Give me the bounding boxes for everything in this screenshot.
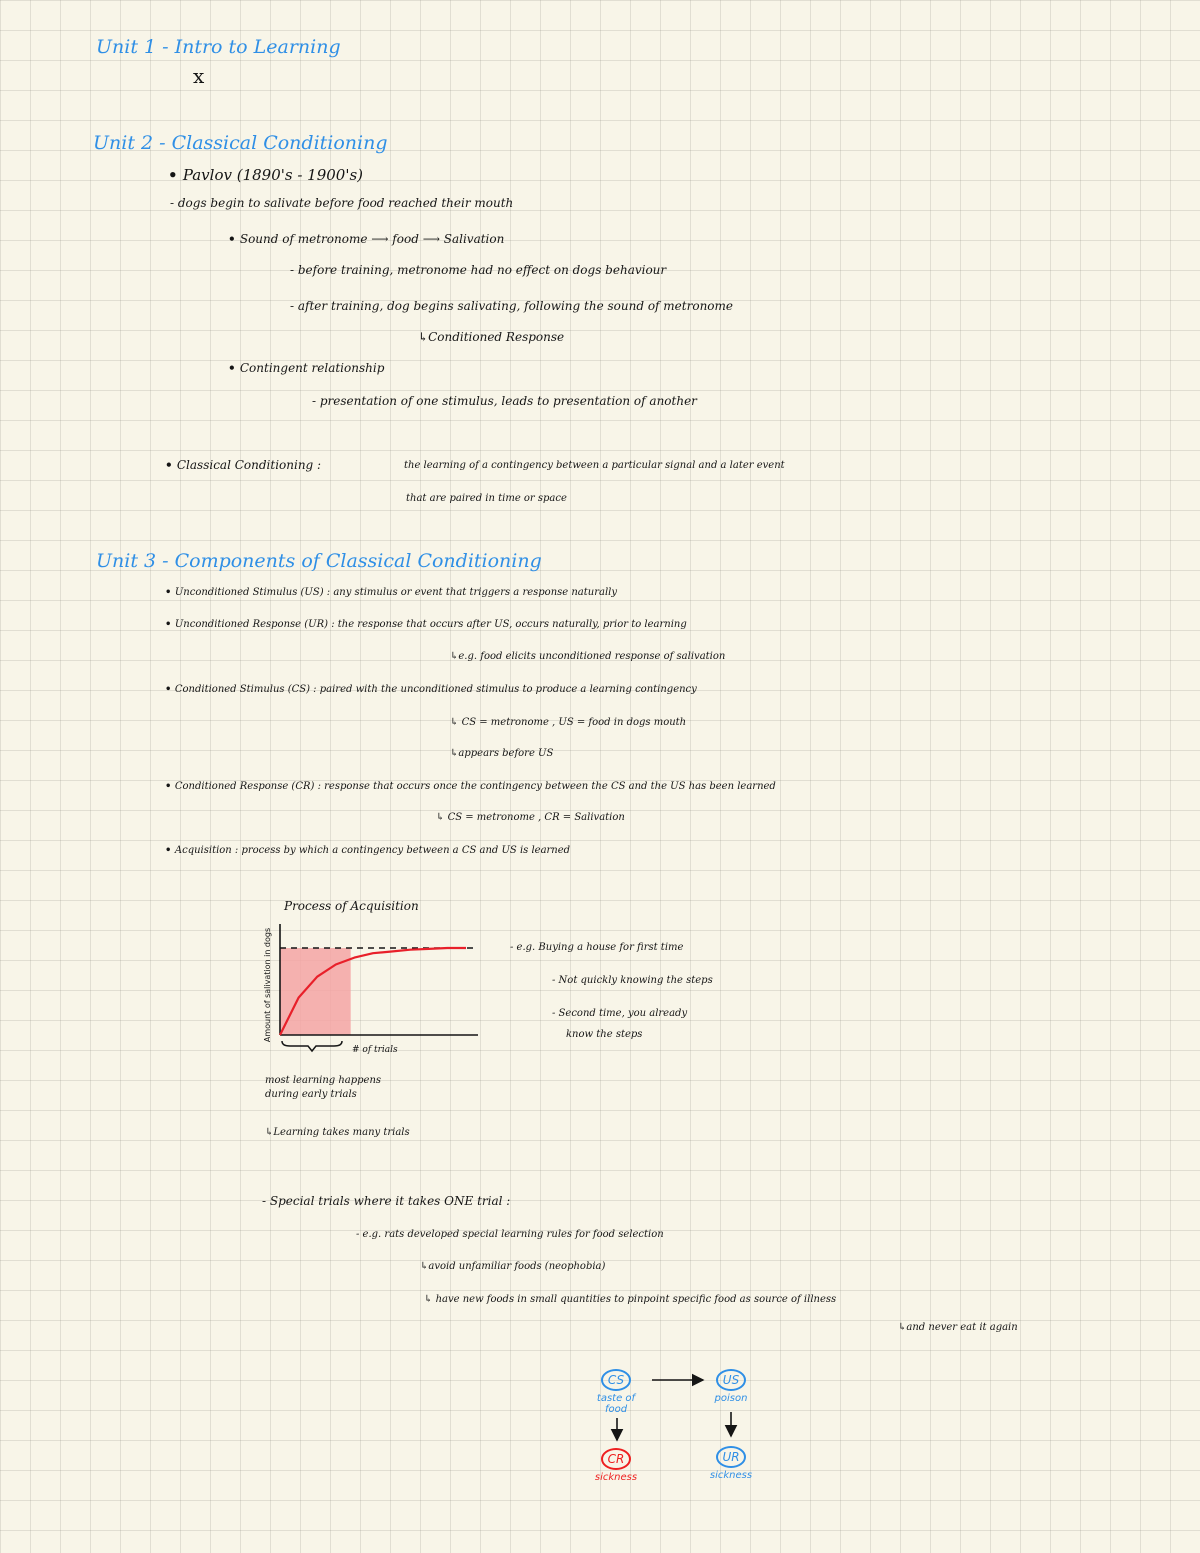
cs-node: CS [601, 1369, 631, 1391]
special-example: - e.g. rats developed special learning rules for food selection [356, 1229, 664, 1240]
arrow-right-icon: ⟶ [422, 232, 444, 246]
ur-node: UR [716, 1446, 746, 1468]
small-text: have new foods in small quantities to pinpoint specific food as source of illness [435, 1294, 837, 1305]
us-line: • Unconditioned Stimulus (US) : any stimulus or event that triggers a response naturally [165, 587, 618, 598]
chart-example-3: know the steps [566, 1029, 643, 1040]
unit3-heading: Unit 3 - Components of Classical Conditioning [96, 550, 542, 572]
special-title: - Special trials where it takes ONE trial : [262, 1194, 511, 1208]
us-node-label: poison [714, 1393, 748, 1404]
chain-food: food [392, 232, 419, 246]
cr-line: • Conditioned Response (CR) : response that occurs once the contingency between the CS and the US has been learned [165, 781, 776, 792]
avoid-text: avoid unfamiliar foods (neophobia) [428, 1261, 606, 1272]
cc-definition-2: that are paired in time or space [406, 493, 567, 504]
acquisition-line: • Acquisition : process by which a contingency between a CS and US is learned [165, 845, 571, 856]
chain-salivation: Salivation [443, 232, 505, 246]
after-training: - after training, dog begins salivating, following the sound of metronome [290, 299, 734, 313]
unit1-heading: Unit 1 - Intro to Learning [96, 36, 341, 58]
corner-arrow-icon: ↳ [424, 1294, 436, 1305]
cross-mark: x [193, 64, 205, 88]
contingent-text: Contingent relationship [239, 361, 385, 375]
chart-example-1: - Not quickly knowing the steps [552, 975, 713, 986]
never-text: and never eat it again [906, 1322, 1018, 1333]
ur-line: • Unconditioned Response (UR) : the response that occurs after US, occurs naturally, prior to learning [165, 619, 687, 630]
many-trials-text: Learning takes many trials [273, 1127, 410, 1138]
before-training: - before training, metronome had no effect on dogs behaviour [290, 263, 667, 277]
ur-node-label: sickness [709, 1470, 753, 1481]
unit2-heading: Unit 2 - Classical Conditioning [93, 132, 388, 154]
chart-example: - e.g. Buying a house for first time [510, 942, 684, 953]
corner-arrow-icon: ↳ [450, 748, 459, 759]
brace-note: most learning happens during early trials [265, 1075, 382, 1100]
corner-arrow-icon: ↳ [436, 812, 448, 823]
cs-example-text: CS = metronome , US = food in dogs mouth [461, 717, 687, 728]
cr-node: CR [601, 1448, 631, 1470]
corner-arrow-icon: ↳ [265, 1127, 274, 1138]
corner-arrow-icon: ↳ [450, 651, 459, 662]
chart-title: Process of Acquisition [284, 899, 419, 913]
chain-sound: Sound of metronome [239, 232, 368, 246]
presentation-line: - presentation of one stimulus, leads to presentation of another [312, 394, 697, 408]
cr-line-text: Conditioned Response (CR) : response that occurs once the contingency between the CS and the US has been learned [174, 781, 776, 792]
cc-definition-1: the learning of a contingency between a particular signal and a later event [404, 460, 785, 471]
us-node: US [716, 1369, 746, 1391]
corner-arrow-icon: ↳ [898, 1322, 907, 1333]
chart-x-axis-label: # of trials [352, 1045, 398, 1055]
ur-example-text: e.g. food elicits unconditioned response of salivation [458, 651, 726, 662]
arrow-right-icon: ⟶ [371, 232, 393, 246]
sound-chain: • Sound of metronome ⟶ food ⟶ Salivation [228, 232, 505, 246]
cr-node-label: sickness [594, 1472, 638, 1483]
cs-before-text: appears before US [458, 748, 554, 759]
cr-example-text: CS = metronome , CR = Salivation [447, 812, 625, 823]
corner-arrow-icon: ↳ [450, 717, 462, 728]
cs-node-label: taste of food [596, 1393, 636, 1415]
corner-arrow-icon: ↳ [418, 330, 429, 344]
pavlov-line: • Pavlov (1890's - 1900's) [168, 166, 364, 184]
cc-term: • Classical Conditioning : [165, 458, 322, 472]
contingent-line: • Contingent relationship [228, 361, 385, 375]
cs-line: • Conditioned Stimulus (CS) : paired with the unconditioned stimulus to produce a learning contingency [165, 684, 697, 695]
ur-text: Unconditioned Response (UR) : the response that occurs after US, occurs naturally, prior to learning [174, 619, 687, 630]
cr-text: Conditioned Response [428, 330, 565, 344]
pavlov-text: Pavlov (1890's - 1900's) [182, 166, 364, 184]
us-text: Unconditioned Stimulus (US) : any stimulus or event that triggers a response naturally [174, 587, 618, 598]
chart-example-2: - Second time, you already [552, 1008, 688, 1019]
corner-arrow-icon: ↳ [420, 1261, 429, 1272]
cc-term-text: Classical Conditioning : [176, 458, 322, 472]
dogs-line: - dogs begin to salivate before food reached their mouth [170, 196, 514, 210]
cs-text: Conditioned Stimulus (CS) : paired with the unconditioned stimulus to produce a learning contingency [174, 684, 697, 695]
chart-y-axis-label: Amount of salivation in dogs [263, 927, 272, 1043]
acquisition-text: Acquisition : process by which a contingency between a CS and US is learned [174, 845, 571, 856]
